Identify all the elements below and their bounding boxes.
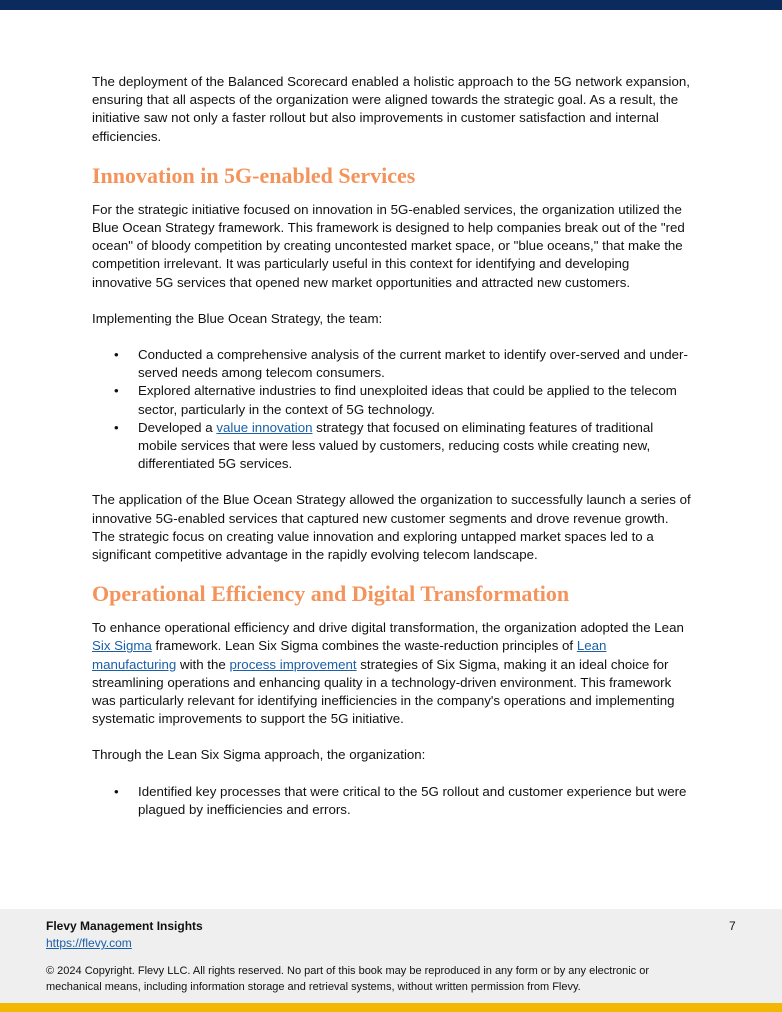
operational-bullet-list — [92, 783, 692, 819]
list-item — [92, 783, 692, 819]
innovation-paragraph-2: Implementing the Blue Ocean Strategy, the team: — [92, 310, 383, 326]
text-span: To enhance operational efficiency and drive digital transformation, the organization adopted the Lean — [92, 620, 684, 636]
bullet-icon: • — [114, 383, 119, 399]
list-item-text: Explored alternative industries to find unexploited ideas that could be applied to the telecom sector, particularly in the context of 5G technology. — [138, 383, 677, 417]
text-span: framework. Lean Six Sigma combines the waste-reduction principles of — [151, 638, 577, 654]
page-number: 7 — [729, 919, 736, 933]
document-body — [92, 73, 692, 819]
top-banner-bar — [0, 0, 782, 10]
six-sigma-link[interactable]: Six Sigma — [92, 638, 152, 654]
list-item-text: Conducted a comprehensive analysis of the current market to identify over-served and under-served needs among telecom consumers. — [138, 347, 688, 381]
list-item — [92, 419, 692, 474]
bullet-icon: • — [114, 783, 119, 799]
operational-paragraph-1 — [92, 619, 692, 728]
bullet-icon: • — [114, 347, 119, 363]
section-heading-operational-efficiency: Operational Efficiency and Digital Transformation — [92, 581, 570, 607]
intro-paragraph: The deployment of the Balanced Scorecard enabled a holistic approach to the 5G network expansion, ensuring that all aspects of the organization were aligned towards the strategic goal. As a result, the initiative saw not only a faster rollout but also improvements in customer satisfaction and internal efficiencies. — [92, 74, 690, 144]
footer-title: Flevy Management Insights — [46, 919, 203, 933]
bullet-icon: • — [114, 419, 119, 435]
flevy-website-link[interactable]: https://flevy.com — [46, 936, 132, 950]
innovation-paragraph-1: For the strategic initiative focused on innovation in 5G-enabled services, the organization utilized the Blue Ocean Strategy framework. This framework is designed to help companies break out of the "red ocean" of bloody competition by creating uncontested market space, or "blue oceans," that make the competition irrelevant. It was particularly useful in this context for identifying and developing innovative 5G services that opened new market opportunities and attracted new customers. — [92, 201, 685, 290]
text-span: with the — [176, 656, 230, 672]
bottom-accent-bar — [0, 1003, 782, 1012]
text-span: strategies of Six Sigma, making it an ideal choice for streamlining operations and enhancing quality in a technology-driven environment. This framework was particularly relevant for identifying inefficiencies in the company's operations and implementing systematic improvements to support the 5G initiative. — [92, 656, 675, 727]
innovation-paragraph-3: The application of the Blue Ocean Strategy allowed the organization to successfully launch a series of innovative 5G-enabled services that captured new customer segments and drove revenue growth. The strategic focus on creating value innovation and exploring untapped market spaces led to a significant competitive advantage in the rapidly evolving telecom landscape. — [92, 492, 691, 563]
section-heading-innovation: Innovation in 5G-enabled Services — [92, 162, 416, 188]
list-item — [92, 382, 692, 418]
list-item-text-start: Developed a — [138, 419, 217, 435]
operational-paragraph-2: Through the Lean Six Sigma approach, the organization: — [92, 747, 426, 763]
list-item-text-end: strategy that focused on eliminating features of traditional mobile services that were less valued by customers, reducing costs while creating new, differentiated 5G services. — [138, 419, 654, 472]
list-item — [92, 346, 692, 382]
page-footer — [0, 909, 782, 1003]
innovation-bullet-list — [92, 346, 692, 473]
value-innovation-link[interactable]: value innovation — [216, 419, 313, 435]
list-item-text: Identified key processes that were critical to the 5G rollout and customer experience but were plagued by inefficiencies and errors. — [138, 783, 687, 817]
lean-manufacturing-link[interactable]: Lean manufacturing — [92, 638, 607, 672]
copyright-notice: © 2024 Copyright. Flevy LLC. All rights reserved. No part of this book may be reproduced in any form or by any electronic or mechanical means, including information storage and retrieval systems, without written permission from Flevy. — [46, 965, 650, 993]
process-improvement-link[interactable]: process improvement — [229, 656, 357, 672]
